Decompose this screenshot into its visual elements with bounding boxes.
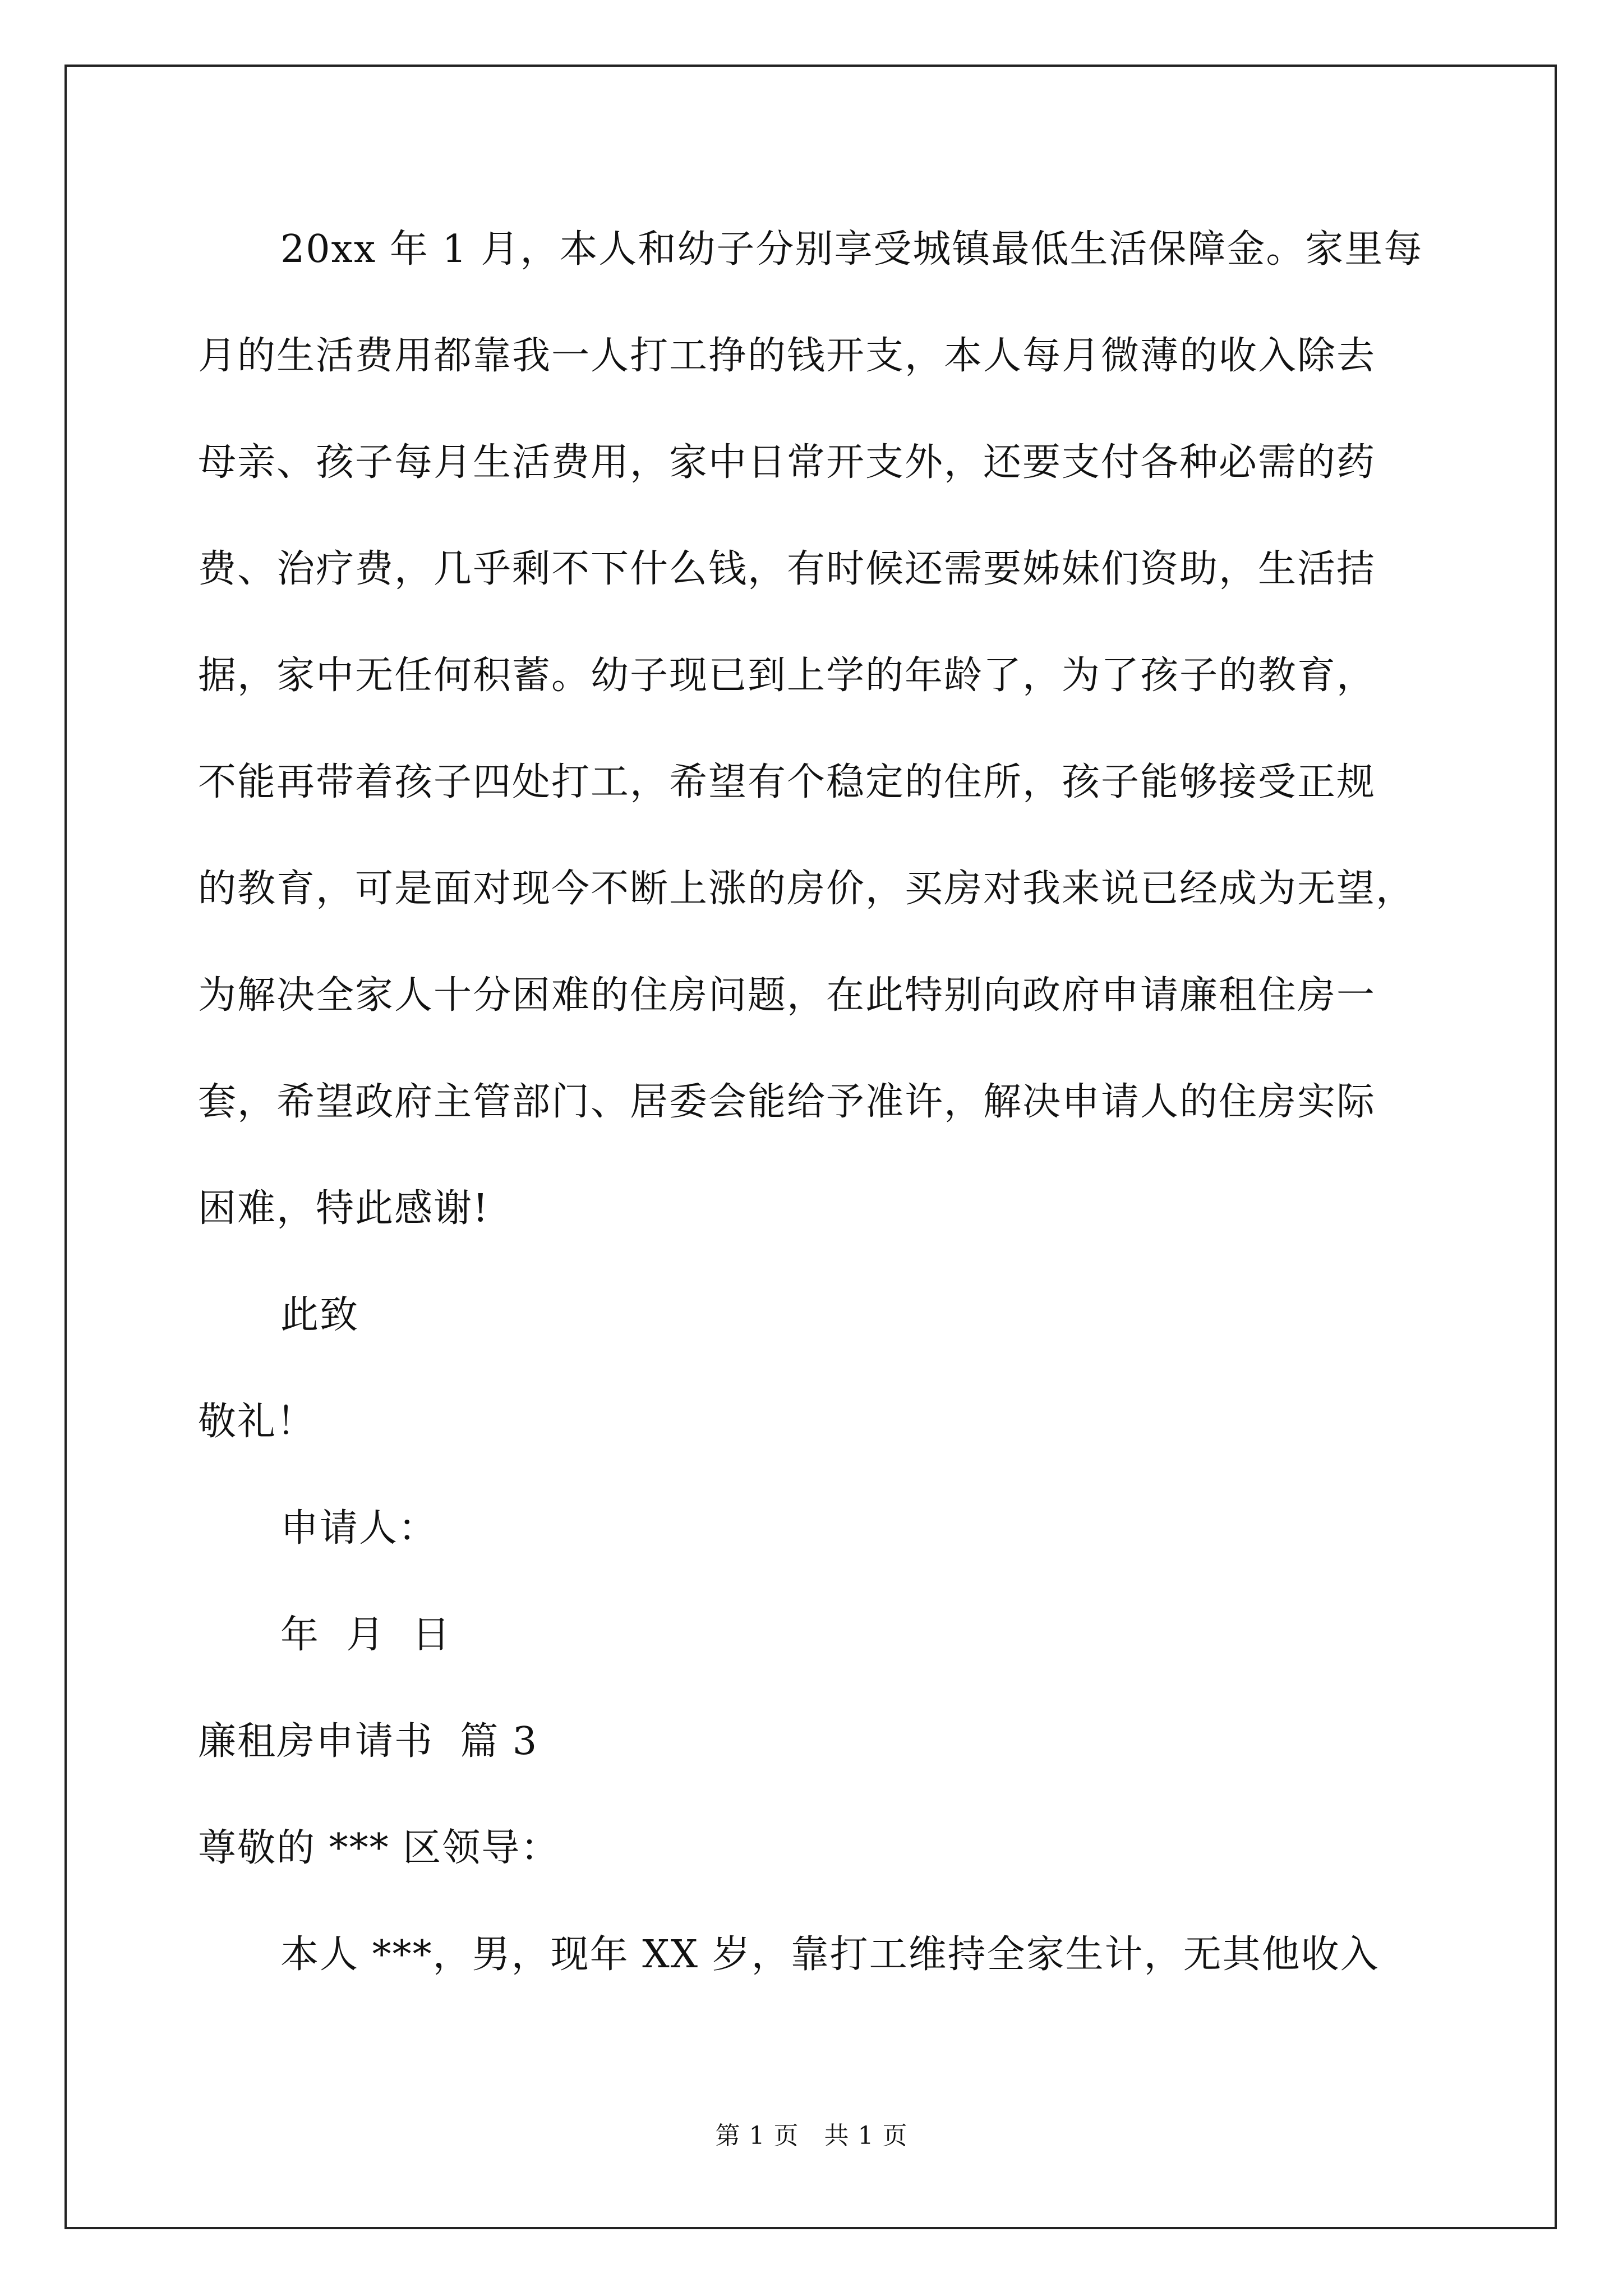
letter-greeting: 尊敬的 *** 区领导： [198, 1826, 560, 1870]
body-paragraph-line: 20xx 年 1 月，本人和幼子分别享受城镇最低生活保障金。家里每 [280, 227, 1423, 272]
section-heading: 廉租房申请书 篇 3 [198, 1719, 538, 1764]
date-line: 年 月 日 [280, 1613, 451, 1657]
body-paragraph-line: 套，希望政府主管部门、居委会能给予准许，解决申请人的住房实际 [198, 1080, 1376, 1124]
applicant-label: 申请人： [280, 1506, 438, 1550]
body-paragraph-line: 困难，特此感谢! [198, 1186, 490, 1231]
page-border [64, 65, 1557, 2229]
body-paragraph-line: 费、治疗费，几乎剩不下什么钱，有时候还需要姊妹们资助，生活拮 [198, 547, 1376, 591]
body-paragraph-line: 月的生活费用都靠我一人打工挣的钱开支，本人每月微薄的收入除去 [198, 334, 1376, 378]
body-paragraph-line: 不能再带着孩子四处打工，希望有个稳定的住所，孩子能够接受正规 [198, 760, 1376, 804]
body-paragraph-line: 据，家中无任何积蓄。幼子现已到上学的年龄了，为了孩子的教育， [198, 654, 1376, 698]
body-paragraph-line: 母亲、孩子每月生活费用，家中日常开支外，还要支付各种必需的药 [198, 440, 1376, 485]
page-number-footer: 第 1 页 共 1 页 [715, 2122, 908, 2150]
body-paragraph-line: 的教育，可是面对现今不断上涨的房价，买房对我来说已经成为无望， [198, 867, 1415, 911]
body-paragraph-line: 为解决全家人十分困难的住房问题，在此特别向政府申请廉租住房一 [198, 973, 1376, 1018]
closing-phrase: 此致 [280, 1293, 359, 1337]
body-paragraph-line: 本人 ***，男，现年 XX 岁，靠打工维持全家生计，无其他收入 [280, 1932, 1380, 1977]
salutation-closing: 敬礼！ [198, 1400, 316, 1444]
